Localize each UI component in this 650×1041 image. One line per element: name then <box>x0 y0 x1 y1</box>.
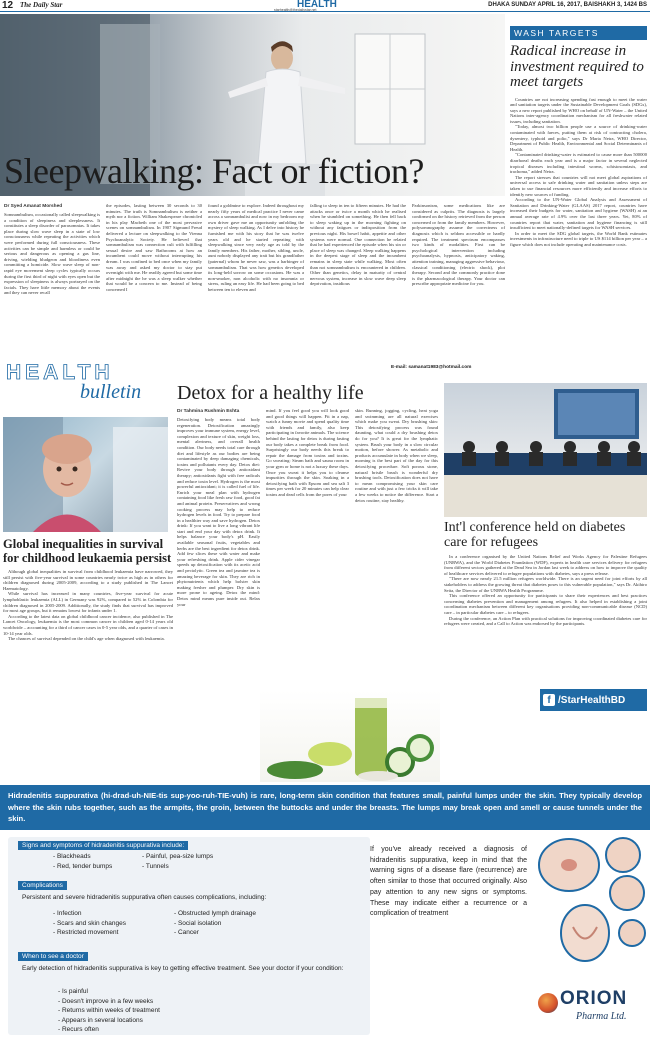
see-doctor-heading: When to see a doctor <box>18 952 88 961</box>
conference-photo <box>444 383 647 517</box>
sleepwalking-col-3: found a goldmine to explore. Indeed throughout my nearly fifty years of medical practice I never came across a somnambulist and now in my bedroom my own driver gave me an opportunity unfolding the mystery of sleep walking. As I delve into history he furnished me with his story that he was twelve years old and he started repeating with sleepwalking since very early age as told by the family members. His father, mother, sibling, uncle, aunt nobody displayed any trait but his grandfather (paternal) whom he never saw, was a harbinger of somnambulism. That was how genetics developed its long-held sorrow on some occasions. He was a non-smoker, non alcoholic with no insomnia or stress, ruling an easy life. He had been going to bed between ten to eleven and <box>208 203 304 292</box>
leukaemia-body: Although global inequalities in survival from childhood leukaemia have narrowed, they still persist with five-year survival in some countries nearly twice as high as in others for children diagnosed during 2005-2009, according to a study published in The Lancet Haematology. While survival has increased in many countries, five-year survival for acute lymphoblastic leukaemia (ALL) in Germany was 92%, compared to 52% in Colombia for children diagnosed in 2005-2009. Additionally, the study finds that survival has improved for most age groups, but it remains lowest for infants under 1. According to the latest data on global childhood cancer incidence, also published in The Lancet Oncology, leukaemia is the most common cancer in children aged 0-14 years old worldwide – accounting for a third of cancer cases in 0-5 year olds, and a quarter of cases in 10-14 year olds. The chances of survival depended on the child's age when diagnosed with leukaemia. <box>3 569 173 642</box>
conference-title: Int'l conference held on diabetes care for refugees <box>444 520 626 550</box>
sleepwalking-byline: Dr Syed Amanat Morshed <box>4 204 63 209</box>
orion-emblem-icon <box>538 993 558 1013</box>
social-handle-text: /StarHealthBD <box>558 694 626 706</box>
see-doctor-list: - Is painful - Doesn't improve in a few weeks - Returns within weeks of treatment - Appears in several locations - Recurs often <box>58 988 160 1033</box>
detox-vegetables-photo <box>260 690 440 782</box>
signs-right-list: - Painful, pea-size lumps - Tunnels <box>142 853 214 870</box>
detox-col-3: skin. Running, jogging, cycling, heat yoga and swimming are all natural exercises which make you sweat. Dry brushing skin: This detoxifying process was found daunting, what could a dry brushing detox do for you? It is great for the lymphatic system. Brush your body in a slow circular motion, before shower. As metabolic and products accumulate in body when we sleep, morning is the best part of the day for this detoxifying procedure. Soft porous stone, natural bristle brush is wonderful dry brushing tools. Detoxification does not have to mean compromising your skin care routine and with just a few tricks it will take a few weeks to notice the difference. Start a detox routine, stay healthy. <box>355 408 438 503</box>
sleepwalking-col-2: the episodes, lasting between 30 seconds to 30 minutes. The truth is Somnambulism is neither a myth nor a fiction. William Shakespeare chronicled in his play Macbeth one of the most pervasive scenes on somnambulism. In 1907 Sigmund Freud delivered a lecture on sleepwalking to the Vienna Psychoanalytic Society. He believed that somnambulism was connection cult with fulfilling sexual desire and saw Bathrooms at how an incumbent could move without interrupting his dream. I was confined to bed once when my family was away and asked my doctor to stay put overnight with me. He readily agreed but some time after midnight the he was a sleep walker whether that would be a concern to me. Instead of being concerned I <box>106 203 202 292</box>
body-area-photos <box>535 835 647 985</box>
sleepwalking-title: Sleepwalking: Fact or fiction? <box>4 151 424 191</box>
detox-col-1: Detoxifying body means total body regeneration. Detoxification amazingly improves your immune system, energy level, complexion and texture of skin, weight loss, mental alertness, and overall health condition. Our body needs total care through diet and lifestyle as our bodies are being contaminated by deep damaging chemicals, toxins and pollutants every day. Detox diet: Revive your body through antioxidant therapy; antioxidants fight with free radicals and reduce toxin level. Hydrogen is the most powerful antioxidant; it is called fuel of life. Enrich your meal plan with hydrogen containing food like fresh raw food, good fat and animal protein. Preservatives and wrong cooking process may help to reduce hydrogen levels in food. Try to prepare food in a healthier way and save hydrogen. Detox drink: If you want to live a long vibrant life start and end your day with detox drink. It helps balance your body's pH. Easily available seasonal fruits, vegetables and herbs are the best ingredient for detox drink. Add few slices these with water and make your refreshing drink. Apple cider vinegar speeds up detoxification with its acetic acid and pectolytic. Green tea and jasmine tea is amazing beverage for skin. They are rich in phytonutrients which help bolster skin making fresher and plumper. Dry skin is more prone to ageing. Detox the mind: Detox mind means pure inside out. Relax your <box>177 417 260 607</box>
ad-intro-banner: Hidradenitis suppurativa (hi-drad-uh-NIE-tis sup-yoo-ruh-TIE-vuh) is rare, long-term skin condition that features small, painful lumps under the skin. They typically develop where the skin rubs together, such as the armpits, the groin, between the buttocks and under the breasts. The lumps may break open and smell or cause tunnels under the skin. <box>0 785 650 830</box>
orion-brand-sub: Pharma Ltd. <box>576 1011 627 1022</box>
section-label: HEALTH <box>297 0 337 10</box>
leukaemia-photo <box>3 417 168 532</box>
child-patient-image <box>3 417 168 532</box>
see-doctor-text: Early detection of hidradenitis suppurativa is key to getting effective treatment. See your doctor if your condition: <box>22 965 344 972</box>
social-handle[interactable] <box>540 689 647 711</box>
health-bulletin-section <box>3 363 173 783</box>
signs-left-list: - Blackheads - Red, tender bumps <box>53 853 113 870</box>
masthead: The Daily Star <box>20 1 63 9</box>
page-number: 12 <box>2 0 14 11</box>
sleepwalking-col-5: Parkinsonism, some medications like are considered as culprits. The diagnosis is largely confirmed on the history retrieved from the person concerned or from the family members. However, polysomnography assume the correctness of diagnosis which is seldom accessible or hardly required. The treatment spectrum encompasses two kinds of modalities. First can be psychological intervention including psychoanalysis, hypnosis, anticipatory waking, attention training, managing aggressive behaviour, classical conditioning (electric shock), plot therapy. Second and the commonly practice done is the pharmacological therapy. Your doctor can prescribe appropriate medicine for you. <box>412 203 505 287</box>
orion-logo <box>538 990 648 1032</box>
wash-box <box>510 26 647 371</box>
sleepwalking-article <box>4 204 505 374</box>
detox-byline: Dr Tahmina Rushmin Eshta <box>177 409 240 414</box>
bulletin-heading <box>3 363 173 415</box>
sleepwalking-col-4: falling to sleep in ten to fifteen minutes. He had the attacks once or twice a month which he realised when he stumbled on something. He then fell back to sleep waking up in the morning fighting on without any fatigues or indisposition from the previous night. His bowel habit, appetite and other systems were normal. One connection he related that he had experienced the episode when his sin or place of sleep was changed. Sleep walking happens in the deepest stage of sleep and the incumbent remains in sleep state while walking. Most often than not somnambulism is encountered in children. Other than genetics, delay in maturity of central nervous system, increase in slow wave deep sleep deprivation, insidious <box>310 203 406 287</box>
signs-heading: Signs and symptoms of hidradenitis suppurativa include: <box>18 841 188 850</box>
wash-body: Countries are not increasing spending fast enough to meet the water and sanitation targets under the Sustainable Development Goals (SDGs), says a new report published by WHO on behalf of UN-Water – the United Nations inter-agency coordination mechanism for all freshwater related issues, including sanitation. "Today, almost two billion people use a source of drinking-water contaminated with faeces, putting them at risk of contracting cholera, dysentery, typhoid and polio," says Dr Maria Neira, WHO Director, Department of Public Health, Environmental and Social Determinants of Health. "Contaminated drinking-water is estimated to cause more than 500000 diarrhoeal deaths each year and is a major factor in several neglected tropical diseases including intestinal worms, schistosomiasis, and trachoma," added Neira. The report stresses that countries will not meet global aspirations of universal access to safe drinking water and sanitation unless steps are taken to use financial resources more efficiently and increase efforts to identify new sources of funding. According to the UN-Water Global Analysis and Assessment of Sanitation and Drinking-Water (GLAAS) 2017 report, countries have increased their budgets for water, sanitation and hygiene (WASH) at an annual average rate of 4.9% over the last three years. Yet, 80% of countries report that water, sanitation and hygiene financing is still insufficient to meet nationally-defined targets for WASH services. In order to meet the SDG global targets, the World Bank estimates investments in infrastructure need to triple to US $114 billion per year – a figure which does not include operating and maintenance costs. <box>510 96 647 247</box>
skin-condition-images <box>535 835 647 985</box>
page-header <box>0 0 650 12</box>
leukaemia-title: Global inequalities in survival for childhood leukaemia persist <box>3 537 172 565</box>
complications-text: Persistent and severe hidradenitis suppurativa often causes complications, including: <box>22 894 267 901</box>
complications-right-list: - Obstructed lymph drainage - Social isolation - Cancer <box>174 910 257 936</box>
conference-panel-image <box>444 383 647 517</box>
conference-article: Int'l conference held on diabetes care for refugees In a conference organised by the United Nations Relief and Works Agency for Palestine Refugees (UNRWA), and the World Diabetes Foundation (WDF), experts in health care services delivery for refugees from different sectors gathered at the Dead Sea in Jordan last week to address on how to improve the quality of healthcare services delivered to refugee populations with diabetes, says a press release. "There are now nearly 21.5 million refugees worldwide. There is an urgent need for joint efforts by all stakeholders to address the growing threat that diabetes poses to this vulnerable population," says Dr. Akihiro Seita, the Director of the UNRWA Health Programme. This conference offered an opportunity for participants to share their experiences and best practices concerning diabetes prevention and management among refugees. It also helped in establishing a joint coordination mechanism between different key organisations providing non-communicable disease (NCD) care – in particular diabetes care – to refugees. During the conference, an Action Plan with practical solutions for improving coordinated diabetes care for refugees were created, and a Call to Action was endorsed by the participants. <box>444 520 647 627</box>
sleepwalking-col-1: Somnambulism, occasionally called sleepwalking is a condition of sleepiness and sleeplessness. It constitutes a sleep disorder of parasomnias. It takes place during slow wave sleep in a state of low consciousness while repeating the activities which were performed during full consciousness. These activities can be simple and harmless or could be serious and dangerous as opening a gas line, driving, wielding bludgeon and bloodiness even committing a homicide. Slow wave sleep of non-rapid eye movement sleep cycles typically occurs during the first third of night with eyes open but the expression of sleepiness is always portrayed on the facials. They have little memory about the events and they can never recall <box>4 212 100 296</box>
section-email: starhealth@thedailystar.net <box>274 8 317 12</box>
complications-left-list: - Infection - Scars and skin changes - Restricted movement <box>53 910 126 936</box>
detox-title: Detox for a healthy life <box>177 382 364 404</box>
facebook-icon: f <box>543 694 555 706</box>
vegetable-drink-image <box>260 690 440 782</box>
author-email: E-mail: samanat1983@hotmail.com <box>391 365 472 370</box>
bulletin-word: bulletin <box>80 381 142 403</box>
complications-heading: Complications <box>18 881 67 890</box>
flare-warning-text: If you've already received a diagnosis of hidradenitis suppurativa, keep in mind that the warning signs of a disease flare (recurrence) are often similar to those that occurred originally. Also pay attention to any new signs or symptoms. These may indicate either a recurrence or a complication of treatment <box>370 846 527 918</box>
orion-brand: ORION <box>560 988 628 1009</box>
wash-title: Radical increase in investment required to meet targets <box>510 43 644 90</box>
orion-advertisement <box>0 785 650 1041</box>
dateline: DHAKA SUNDAY APRIL 16, 2017, BAISHAKH 3, 1424 BS <box>488 2 647 8</box>
wash-kicker: WASH TARGETS <box>510 26 647 40</box>
detox-col-2: mind. If you feel good you will look good and good things will happen. Fit in a nap, watch a funny movie and spend quality time with friends and family, also keep participating in favorite animals. The science behind the lasting for detox is during fasting our body takes a complete break from food. Surprisingly our body needs this break to repair the damage from toxins and toxins. Go sweating: Steam bath and sauna room in your gym or home is not a luxury these days. Once you sweat it helps you to cleanse impurities through the skin. Soaking in a detoxifying bath with Epsom and sea salt 3 times per week for 20 minutes can help clear toxins and dead cells from the pores of your <box>266 408 349 497</box>
bulletin-health-word: HEALTH <box>6 361 114 384</box>
